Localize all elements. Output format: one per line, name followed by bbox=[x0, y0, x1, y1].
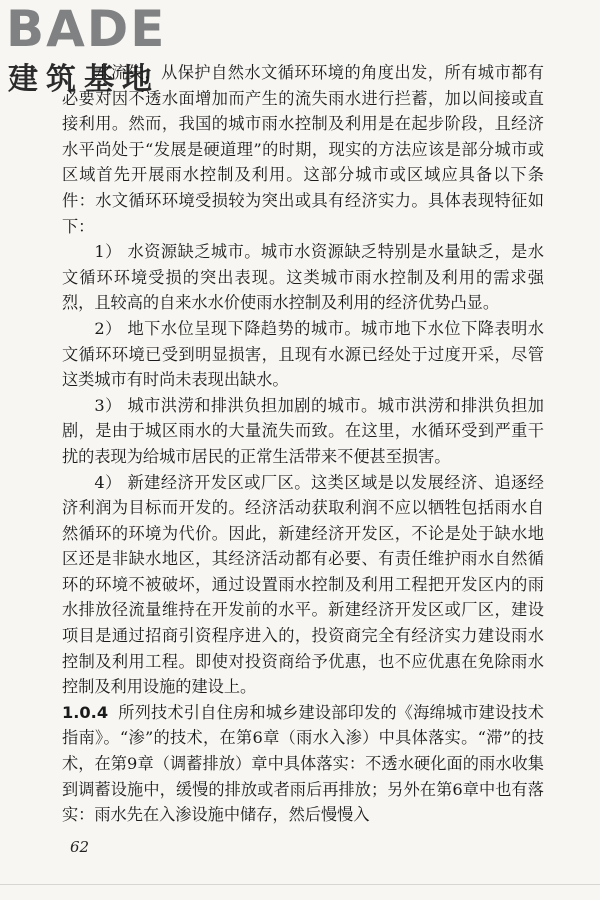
paragraph-intro: 水流失，从保护自然水文循环环境的角度出发，所有城市都有必要对因不透水面增加而产生的流失雨水进行拦蓄，加以间接或直接利用。然而，我国的城市雨水控制及利用是在起步阶段，且经济水平尚处于“发展是硬道理”的时期，现实的方法应该是部分城市或区域首先开展雨水控制及利用。这部分城市或区域应具备以下条件：水文循环环境受损较为突出或具有经济实力。具体表现特征如下： bbox=[62, 63, 544, 236]
clause-number: 1.0.4 bbox=[62, 702, 109, 722]
paragraph-item-1: 1） 水资源缺乏城市。城市水资源缺乏特别是水量缺乏，是水文循环环境受损的突出表现。这类城市雨水控制及利用的需求强烈，且较高的自来水水价使雨水控制及利用的经济优势凸显。 bbox=[62, 242, 544, 313]
watermark-subtitle: 建筑基地 bbox=[8, 62, 160, 97]
paragraph-item-3: 3） 城市洪涝和排洪负担加剧的城市。城市洪涝和排洪负担加剧，是由于城区雨水的大量流失而致。在这里，水循环受到严重干扰的表现为给城市居民的正常生活带来不便甚至损害。 bbox=[62, 395, 544, 466]
body-text bbox=[62, 60, 544, 828]
clause-paragraph bbox=[62, 700, 544, 828]
page-number: 62 bbox=[70, 838, 90, 856]
clause-text: 所列技术引自住房和城乡建设部印发的《海绵城市建设技术指南》。“渗”的技术，在第6章（雨水入渗）中具体落实。“滞”的技术，在第9章（调蓄排放）章中具体落实：不透水硬化面的雨水收集到调蓄设施中，缓慢的排放或者雨后再排放；另外在第6章中也有落实：雨水先在入渗设施中储存，然后慢慢入 bbox=[62, 702, 544, 825]
bottom-divider bbox=[0, 884, 600, 885]
paragraph-item-2: 2） 地下水位呈现下降趋势的城市。城市地下水位下降表明水文循环环境已受到明显损害，且现有水源已经处于过度开采，尽管这类城市有时尚未表现出缺水。 bbox=[62, 318, 544, 390]
paragraph-item-4: 4） 新建经济开发区或厂区。这类区域是以发展经济、追逐经济利润为目标而开发的。经济活动获取利润不应以牺牲包括雨水自然循环的环境为代价。因此，新建经济开发区，不论是处于缺水地区还是非缺水地区，其经济活动都有必要、有责任维护雨水自然循环的环境不被破坏，通过设置雨水控制及利用工程把开发区内的雨水排放径流量维持在开发前的水平。新建经济开发区或厂区，建设项目是通过招商引资程序进入的，投资商完全有经济实力建设雨水控制及利用工程。即使对投资商给予优惠，也不应优惠在免除雨水控制及利用设施的建设上。 bbox=[62, 472, 544, 697]
watermark-logo: BADE bbox=[6, 0, 167, 58]
